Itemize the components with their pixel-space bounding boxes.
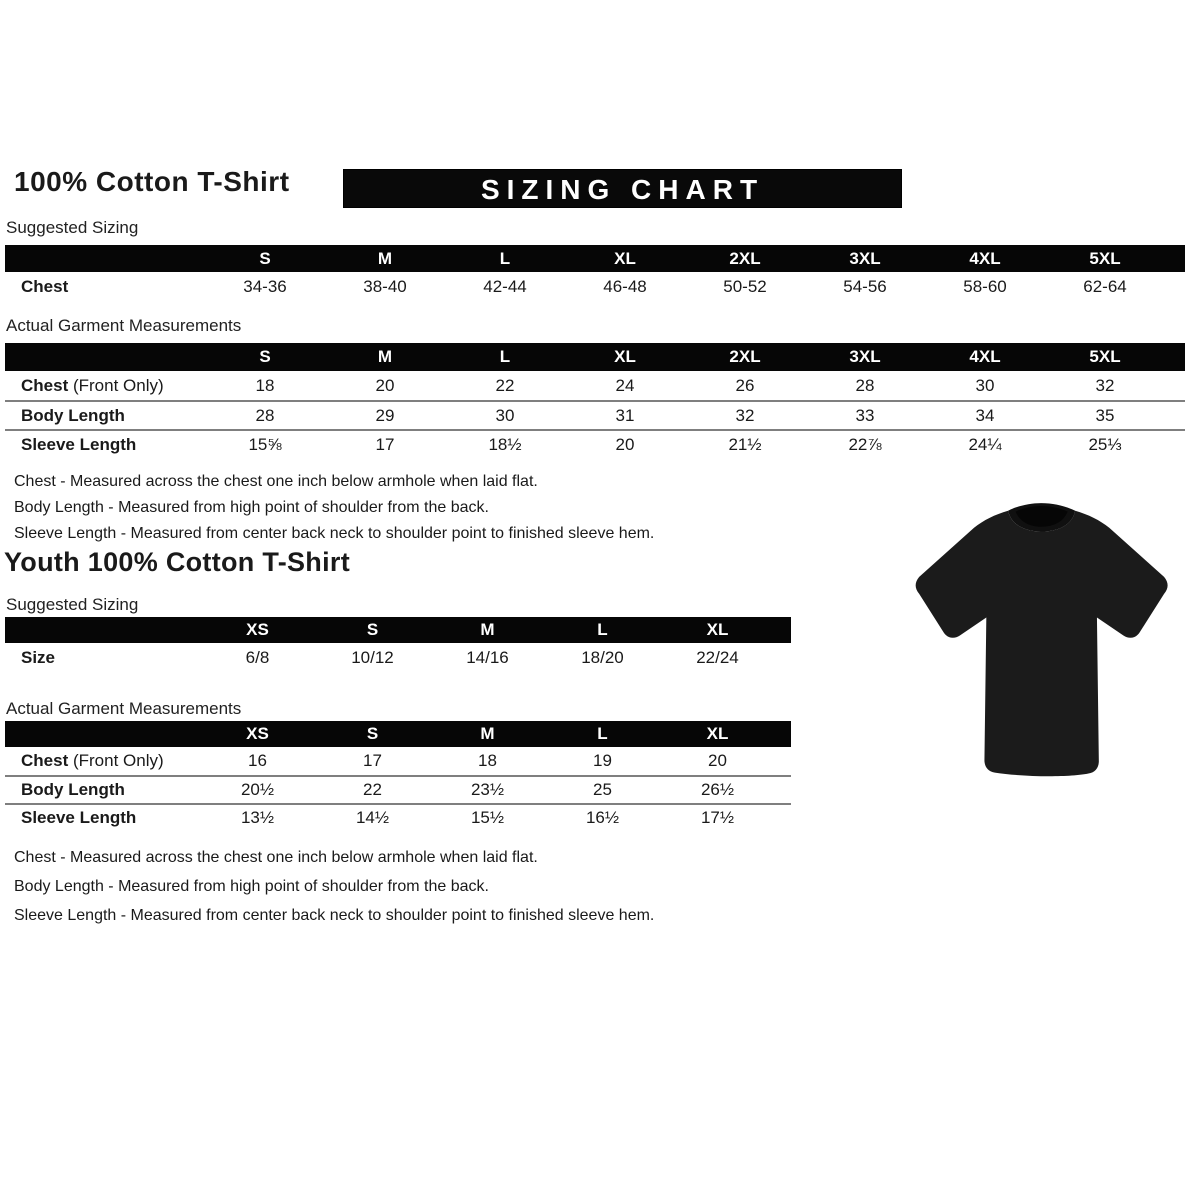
table-cell: 24¼ bbox=[968, 434, 1002, 454]
row-label: Chest bbox=[21, 277, 69, 296]
sizing-chart-banner: SIZING CHART bbox=[343, 169, 902, 208]
column-header: S bbox=[366, 620, 379, 639]
table-cell: 13½ bbox=[240, 808, 275, 827]
table-cell: 32 bbox=[735, 405, 755, 425]
table-cell: 15½ bbox=[470, 808, 505, 827]
column-header: M bbox=[480, 620, 495, 639]
tshirt-graphic bbox=[894, 488, 1194, 800]
table-cell: 16 bbox=[248, 751, 267, 770]
table-header-row bbox=[5, 721, 791, 747]
table-cell: 6/8 bbox=[245, 648, 270, 667]
column-header: S bbox=[366, 724, 379, 743]
column-header: XL bbox=[614, 248, 636, 268]
table-cell: 17½ bbox=[700, 808, 735, 827]
column-header: L bbox=[597, 620, 608, 639]
youth-actual-measurements-label: Actual Garment Measurements bbox=[6, 699, 242, 718]
column-header: XL bbox=[706, 620, 729, 639]
column-header: XL bbox=[706, 724, 729, 743]
table-cell: 20½ bbox=[240, 780, 275, 799]
column-header: 5XL bbox=[1089, 347, 1121, 366]
table-cell: 20 bbox=[375, 375, 395, 395]
table-cell: 30 bbox=[975, 375, 995, 395]
adult-actual-measurements-label: Actual Garment Measurements bbox=[6, 316, 242, 335]
table-cell: 15⅝ bbox=[248, 434, 282, 454]
table-cell: 33 bbox=[855, 405, 875, 425]
row-label: Sleeve Length bbox=[21, 808, 137, 827]
black-tshirt-image bbox=[894, 488, 1194, 800]
column-header: M bbox=[480, 724, 495, 743]
note-line: Chest - Measured across the chest one inch below armhole when laid flat. bbox=[14, 473, 538, 490]
table-cell: 22 bbox=[495, 375, 515, 395]
column-header: 4XL bbox=[969, 248, 1001, 268]
column-header: S bbox=[259, 347, 271, 366]
table-cell: 54-56 bbox=[843, 277, 887, 296]
table-cell: 50-52 bbox=[723, 277, 767, 296]
table-cell: 29 bbox=[375, 405, 395, 425]
column-header: 2XL bbox=[729, 248, 761, 268]
table-row bbox=[5, 371, 1185, 400]
adult-suggested-sizing-table bbox=[5, 245, 1185, 302]
table-cell: 31 bbox=[615, 405, 635, 425]
table-cell: 17 bbox=[375, 434, 395, 454]
table-cell: 20 bbox=[615, 434, 635, 454]
table-cell: 32 bbox=[1095, 375, 1115, 395]
adult-measurement-notes bbox=[14, 469, 654, 547]
table-cell: 34 bbox=[975, 405, 995, 425]
column-header: L bbox=[499, 347, 511, 366]
youth-measurement-notes bbox=[14, 843, 654, 930]
table-cell: 18 bbox=[255, 375, 275, 395]
table-cell: 20 bbox=[708, 751, 727, 770]
table-cell: 58-60 bbox=[963, 277, 1007, 296]
youth-suggested-sizing-table bbox=[5, 617, 791, 673]
column-header: S bbox=[259, 248, 271, 268]
table-cell: 30 bbox=[495, 405, 515, 425]
table-row bbox=[5, 400, 1185, 429]
table-header-row bbox=[5, 343, 1185, 371]
row-label: Chest bbox=[21, 375, 69, 395]
table-cell: 17 bbox=[363, 751, 382, 770]
table-cell: 24 bbox=[615, 375, 635, 395]
column-header: 5XL bbox=[1089, 248, 1121, 268]
youth-suggested-sizing-label: Suggested Sizing bbox=[6, 595, 139, 614]
table-cell: 62-64 bbox=[1083, 277, 1127, 296]
column-header: 3XL bbox=[849, 347, 881, 366]
table-cell: 28 bbox=[855, 375, 875, 395]
column-header: 4XL bbox=[969, 347, 1001, 366]
table-cell: 14/16 bbox=[466, 648, 509, 667]
table-row bbox=[5, 272, 1185, 302]
column-header: XL bbox=[614, 347, 636, 366]
table-cell: 21½ bbox=[728, 434, 762, 454]
adult-actual-measurements-table bbox=[5, 343, 1185, 458]
table-header-row bbox=[5, 245, 1185, 272]
table-cell: 10/12 bbox=[351, 648, 394, 667]
row-label: Body Length bbox=[21, 405, 125, 425]
tshirt-body bbox=[916, 511, 1168, 777]
table-cell: 22/24 bbox=[696, 648, 739, 667]
table-cell: 16½ bbox=[585, 808, 620, 827]
table-row bbox=[5, 747, 791, 775]
column-header: 3XL bbox=[849, 248, 881, 268]
table-header-row bbox=[5, 617, 791, 643]
table-cell: 34-36 bbox=[243, 277, 287, 296]
row-label-note: (Front Only) bbox=[68, 375, 164, 395]
table-cell: 28 bbox=[255, 405, 275, 425]
table-row bbox=[5, 803, 791, 831]
note-line: Sleeve Length - Measured from center back neck to shoulder point to finished sleeve hem. bbox=[14, 525, 655, 542]
note-line: Chest - Measured across the chest one inch below armhole when laid flat. bbox=[14, 849, 538, 866]
row-label: Chest bbox=[21, 751, 69, 770]
column-header: L bbox=[499, 248, 511, 268]
youth-actual-measurements-table bbox=[5, 721, 791, 831]
table-cell: 23½ bbox=[470, 780, 505, 799]
table-cell: 19 bbox=[593, 751, 612, 770]
table-cell: 26½ bbox=[700, 780, 735, 799]
note-line: Sleeve Length - Measured from center back neck to shoulder point to finished sleeve hem. bbox=[14, 907, 655, 924]
table-cell: 22⅞ bbox=[848, 434, 882, 454]
table-cell: 22 bbox=[363, 780, 382, 799]
table-row bbox=[5, 429, 1185, 458]
row-label: Body Length bbox=[21, 780, 125, 799]
table-cell: 35 bbox=[1095, 405, 1115, 425]
table-cell: 18/20 bbox=[581, 648, 624, 667]
table-cell: 38-40 bbox=[363, 277, 407, 296]
table-row bbox=[5, 643, 791, 673]
table-cell: 46-48 bbox=[603, 277, 647, 296]
table-row bbox=[5, 775, 791, 803]
row-label: Size bbox=[21, 648, 56, 667]
table-cell: 42-44 bbox=[483, 277, 527, 296]
note-line: Body Length - Measured from high point of shoulder from the back. bbox=[14, 499, 489, 516]
youth-title: Youth 100% Cotton T-Shirt bbox=[4, 547, 350, 577]
table-cell: 26 bbox=[735, 375, 755, 395]
table-cell: 18½ bbox=[488, 434, 522, 454]
column-header: 2XL bbox=[729, 347, 761, 366]
column-header: XS bbox=[246, 724, 269, 743]
column-header: L bbox=[597, 724, 608, 743]
column-header: XS bbox=[246, 620, 269, 639]
table-cell: 25⅓ bbox=[1088, 434, 1122, 454]
table-cell: 25 bbox=[593, 780, 612, 799]
adult-suggested-sizing-label: Suggested Sizing bbox=[6, 218, 139, 237]
table-cell: 18 bbox=[478, 751, 497, 770]
column-header: M bbox=[377, 347, 393, 366]
page-title: 100% Cotton T-Shirt bbox=[14, 166, 290, 197]
column-header: M bbox=[377, 248, 393, 268]
note-line: Body Length - Measured from high point of shoulder from the back. bbox=[14, 878, 489, 895]
table-cell: 14½ bbox=[355, 808, 390, 827]
row-label-note: (Front Only) bbox=[68, 751, 164, 770]
row-label: Sleeve Length bbox=[21, 434, 137, 454]
